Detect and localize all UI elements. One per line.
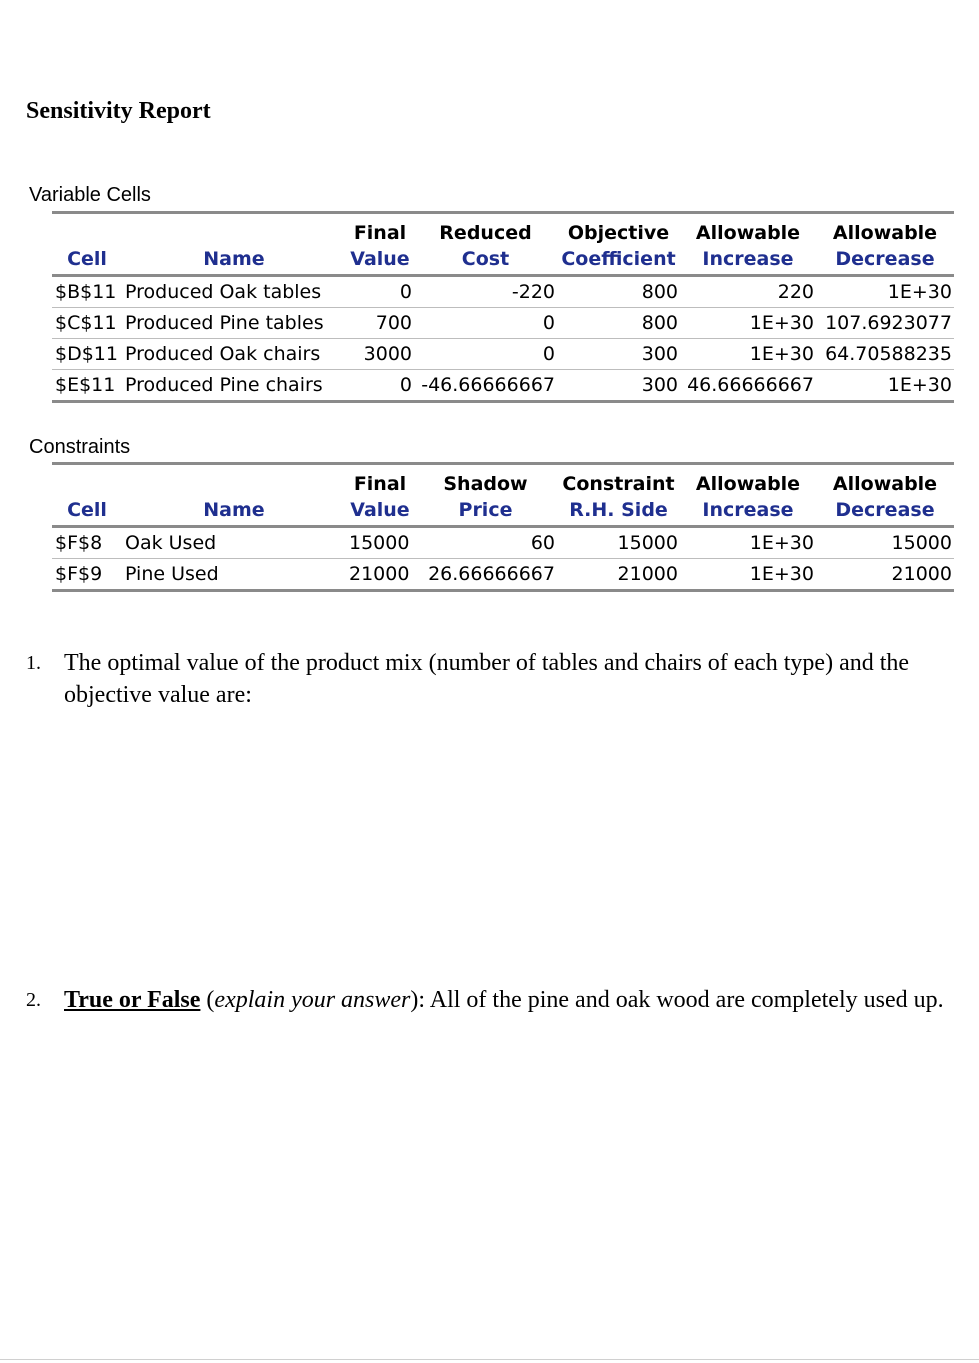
allowable-increase: 1E+30: [680, 308, 816, 339]
header-cell: [122, 213, 346, 245]
allowable-increase: 1E+30: [680, 527, 816, 559]
header-cell: Allowable: [816, 213, 954, 245]
shadow-price: 26.66666667: [414, 559, 557, 591]
final-value: 15000: [346, 527, 414, 559]
allowable-decrease: 64.70588235: [816, 339, 954, 370]
header-cell: Cell: [52, 244, 122, 276]
question-number: 2.: [26, 989, 41, 1011]
question-2: [26, 984, 956, 1016]
final-value: 21000: [346, 559, 414, 591]
reduced-cost: 0: [414, 339, 557, 370]
objective-coefficient: 800: [557, 276, 680, 308]
reduced-cost: -46.66666667: [414, 370, 557, 402]
header-cell: Cell: [52, 495, 122, 527]
true-or-false-label: True or False: [64, 987, 201, 1013]
final-value: 0: [346, 276, 414, 308]
header-cell: Cost: [414, 244, 557, 276]
cell-ref: $F$9: [52, 559, 122, 591]
table-row: [52, 276, 954, 308]
cell-ref: $D$11: [52, 339, 122, 370]
question-number: 1.: [26, 652, 41, 674]
header-cell: Increase: [680, 244, 816, 276]
explain-instruction: explain your answer: [214, 987, 411, 1013]
cell-name: Produced Pine chairs: [122, 370, 346, 402]
header-cell: Decrease: [816, 495, 954, 527]
question-text: The optimal value of the product mix (number of tables and chairs of each type) and the objective value are:: [64, 650, 910, 708]
table-row: [52, 559, 954, 591]
table-row: [52, 308, 954, 339]
allowable-increase: 220: [680, 276, 816, 308]
allowable-decrease: 107.6923077: [816, 308, 954, 339]
cell-ref: $E$11: [52, 370, 122, 402]
header-cell: Value: [346, 244, 414, 276]
reduced-cost: 0: [414, 308, 557, 339]
objective-coefficient: 300: [557, 370, 680, 402]
header-cell: Decrease: [816, 244, 954, 276]
cell-name: Pine Used: [122, 559, 346, 591]
table-row: [52, 370, 954, 402]
variable-cells-table: [52, 211, 954, 403]
variable-cells-header-top: [52, 213, 954, 245]
allowable-increase: 46.66666667: [680, 370, 816, 402]
variable-cells-header-bottom: [52, 244, 954, 276]
cell-ref: $B$11: [52, 276, 122, 308]
header-cell: Final: [346, 464, 414, 496]
constraint-rhs: 21000: [557, 559, 680, 591]
header-cell: [122, 464, 346, 496]
allowable-increase: 1E+30: [680, 339, 816, 370]
header-cell: [52, 464, 122, 496]
header-cell: [52, 213, 122, 245]
allowable-decrease: 1E+30: [816, 370, 954, 402]
objective-coefficient: 800: [557, 308, 680, 339]
header-cell: Increase: [680, 495, 816, 527]
constraints-table: [52, 462, 954, 592]
header-cell: Allowable: [680, 213, 816, 245]
header-cell: Allowable: [816, 464, 954, 496]
header-cell: Objective: [557, 213, 680, 245]
objective-coefficient: 300: [557, 339, 680, 370]
constraints-header-top: [52, 464, 954, 496]
header-cell: R.H. Side: [557, 495, 680, 527]
cell-name: Produced Pine tables: [122, 308, 346, 339]
header-cell: Reduced: [414, 213, 557, 245]
final-value: 700: [346, 308, 414, 339]
constraint-rhs: 15000: [557, 527, 680, 559]
variable-cells-label: Variable Cells: [29, 184, 151, 206]
page-bottom-divider: [0, 1359, 979, 1360]
allowable-decrease: 15000: [816, 527, 954, 559]
cell-name: Produced Oak tables: [122, 276, 346, 308]
question-text: [64, 984, 956, 1016]
allowable-decrease: 1E+30: [816, 276, 954, 308]
header-cell: Value: [346, 495, 414, 527]
header-cell: Name: [122, 244, 346, 276]
header-cell: Name: [122, 495, 346, 527]
header-cell: Price: [414, 495, 557, 527]
allowable-decrease: 21000: [816, 559, 954, 591]
paren-open: (: [200, 987, 215, 1013]
header-cell: Shadow: [414, 464, 557, 496]
table-row: [52, 527, 954, 559]
question-1: [26, 647, 956, 711]
final-value: 0: [346, 370, 414, 402]
cell-name: Produced Oak chairs: [122, 339, 346, 370]
header-cell: Final: [346, 213, 414, 245]
question-statement: ): All of the pine and oak wood are completely used up.: [410, 987, 944, 1013]
header-cell: Coefficient: [557, 244, 680, 276]
header-cell: Constraint: [557, 464, 680, 496]
constraints-header-bottom: [52, 495, 954, 527]
cell-name: Oak Used: [122, 527, 346, 559]
final-value: 3000: [346, 339, 414, 370]
cell-ref: $F$8: [52, 527, 122, 559]
shadow-price: 60: [414, 527, 557, 559]
header-cell: Allowable: [680, 464, 816, 496]
report-title: Sensitivity Report: [26, 98, 211, 124]
constraints-label: Constraints: [29, 436, 131, 458]
reduced-cost: -220: [414, 276, 557, 308]
allowable-increase: 1E+30: [680, 559, 816, 591]
table-row: [52, 339, 954, 370]
cell-ref: $C$11: [52, 308, 122, 339]
